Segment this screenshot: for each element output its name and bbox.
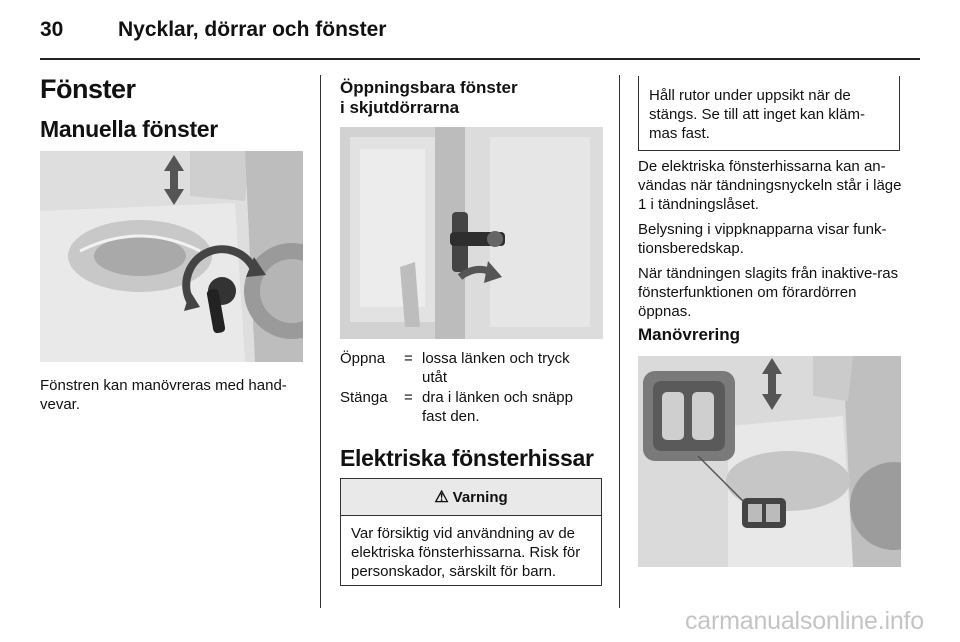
figure-window-switches	[638, 356, 901, 567]
warning-box	[340, 478, 602, 586]
paragraph-illumination: Belysning i vippknapparna visar funk-tionsberedskap.	[638, 221, 887, 257]
heading-line-2: i skjutdörrarna	[340, 98, 460, 117]
heading-line-1: Öppningsbara fönster	[340, 78, 518, 97]
warning-continuation-box: Håll rutor under uppsikt när de stängs. Se till att inget kan kläm-mas fast.	[638, 76, 900, 151]
warning-text: Var försiktig vid användning av de elektriska fönsterhissarna. Risk för personskador, särskilt för barn.	[351, 525, 581, 580]
warning-triangle-icon: ⚠	[434, 489, 449, 506]
definition-row-open	[340, 349, 592, 387]
definition-list	[340, 349, 592, 426]
subsection-title-manual-windows: Manuella fönster	[40, 116, 218, 142]
paragraph-ignition: De elektriska fönsterhissarna kan an-vändas när tändningsnyckeln står i läge 1 i tändningslåset.	[638, 158, 902, 213]
figure-manual-window-crank	[40, 151, 303, 362]
paragraph-ignition-off: När tändningen slagits från inaktive-ras fönsterfunktionen om förardörren öppnas.	[638, 265, 899, 320]
header-rule	[40, 58, 920, 60]
definition-desc: lossa länken och tryck utåt	[422, 350, 570, 386]
subsection-title-operation: Manövrering	[638, 325, 741, 344]
paragraph-manual-windows: Fönstren kan manövreras med hand-vevar.	[40, 377, 287, 413]
watermark: carmanualsonline.info	[684, 607, 924, 635]
definition-term: Stänga	[340, 389, 388, 406]
definition-term: Öppna	[340, 350, 386, 367]
figure-sliding-window-latch	[340, 127, 603, 339]
definition-desc: dra i länken och snäpp fast den.	[422, 389, 573, 425]
chapter-title: Nycklar, dörrar och fönster	[118, 18, 387, 41]
column-divider-1	[320, 75, 321, 608]
section-title-windows: Fönster	[40, 74, 136, 104]
warning-header	[341, 479, 601, 516]
column-divider-2	[619, 75, 620, 608]
section-title-electric-windows: Elektriska fönsterhissar	[340, 445, 594, 471]
page-number: 30	[40, 18, 64, 41]
warning-title: Varning	[452, 488, 508, 506]
definition-row-close	[340, 388, 592, 426]
heading-sliding-door-windows	[340, 78, 600, 118]
definition-separator: =	[404, 389, 413, 406]
definition-separator: =	[404, 350, 413, 367]
